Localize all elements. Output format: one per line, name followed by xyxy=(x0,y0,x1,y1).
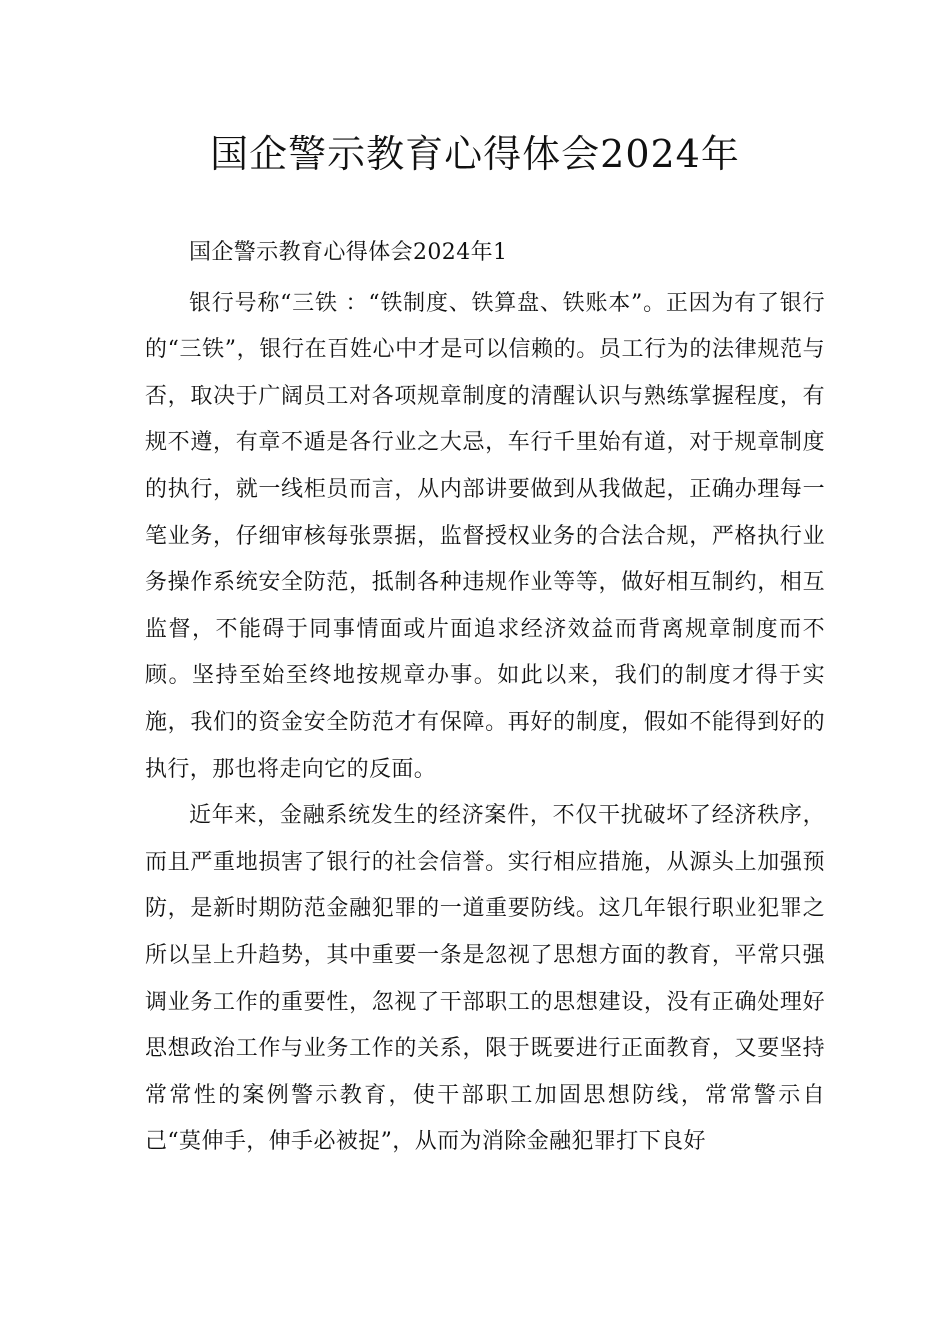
paragraph-2: 近年来，金融系统发生的经济案件，不仅干扰破坏了经济秩序，而且严重地损害了银行的社会信誉。实行相应措施，从源头上加强预防，是新时期防范金融犯罪的一道重要防线。这几年银行职业犯罪之所以呈上升趋势，其中重要一条是忽视了思想方面的教育，平常只强调业务工作的重要性，忽视了干部职工的思想建设，没有正确处理好思想政治工作与业务工作的关系，限于既要进行正面教育，又要坚持常常性的案例警示教育，使干部职工加固思想防线，常常警示自己“莫伸手，伸手必被捉”，从而为消除金融犯罪打下良好 xyxy=(145,803,825,1155)
section-subheading: 国企警示教育心得体会2024年1 xyxy=(189,240,508,265)
document-body xyxy=(145,230,825,1166)
document-title: 国企警示教育心得体会2024年 xyxy=(210,132,740,176)
paragraph-1: 银行号称“三铁 ：“铁制度、铁算盘、铁账本”。正因为有了银行的“三铁”，银行在百姓心中才是可以信赖的。员工行为的法律规范与否，取决于广阔员工对各项规章制度的清醒认识与熟练掌握程度，有规不遵，有章不遁是各行业之大忌，车行千里始有道，对于规章制度的执行，就一线柜员而言，从内部讲要做到从我做起，正确办理每一笔业务，仔细审核每张票据，监督授权业务的合法合规，严格执行业务操作系统安全防范，抵制各种违规作业等等，做好相互制约，相互监督，不能碍于同事情面或片面追求经济效益而背离规章制度而不顾。坚持至始至终地按规章办事。如此以来，我们的制度才得于实施，我们的资金安全防范才有保障。再好的制度，假如不能得到好的执行，那也将走向它的反面。 xyxy=(145,290,825,782)
